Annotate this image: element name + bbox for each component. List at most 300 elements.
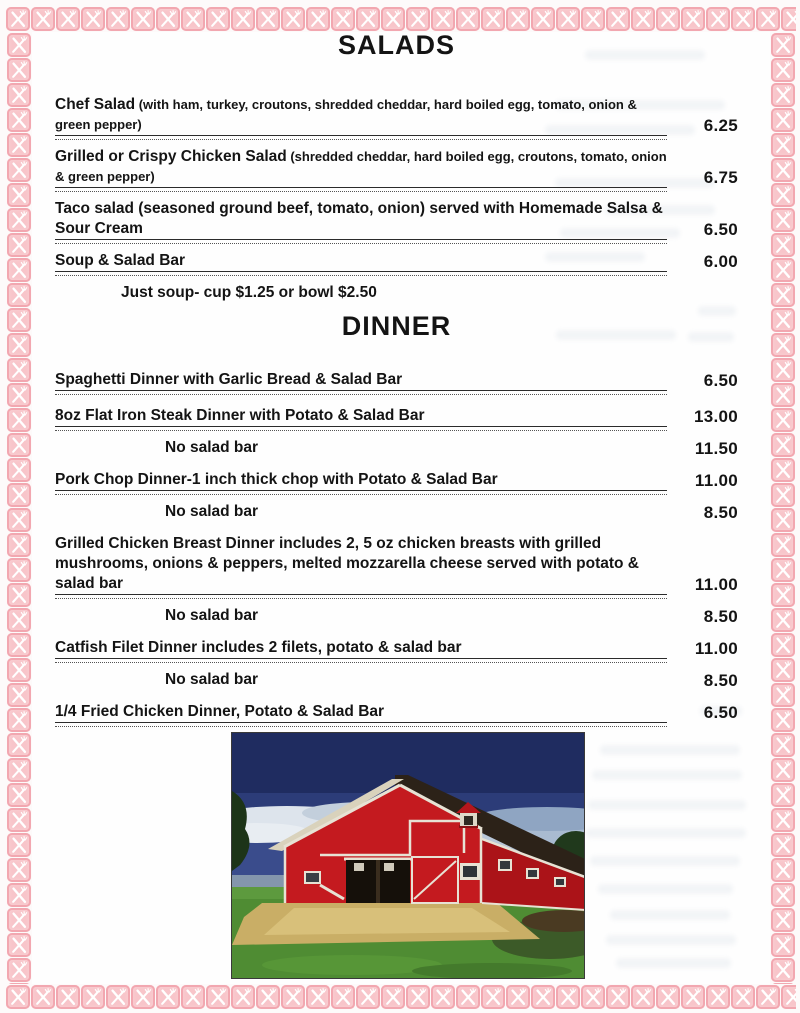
menu-subitem-no-salad-bar (55, 670, 738, 692)
menu-item-fried-chicken (55, 702, 738, 727)
fork-knife-border-tile (7, 983, 31, 984)
fork-knife-border-tile (771, 758, 795, 782)
crossed-fork-knife-icon (583, 987, 603, 1007)
fork-knife-border-tile (506, 985, 530, 1009)
subitem-label: No salad bar (165, 503, 259, 520)
item-name: Pork Chop Dinner-1 inch thick chop with Potato & Salad Bar (55, 471, 498, 488)
crossed-fork-knife-icon (773, 885, 793, 905)
item-price: 6.50 (703, 703, 738, 722)
fork-knife-border-tile (531, 985, 555, 1009)
fork-knife-border-tile (771, 933, 795, 957)
fork-knife-border-tile (771, 608, 795, 632)
fork-knife-border-tile (206, 985, 230, 1009)
fork-knife-border-tile (631, 7, 655, 31)
item-name: Catfish Filet Dinner includes 2 filets, potato & salad bar (55, 639, 462, 656)
fork-knife-border-tile (771, 133, 795, 157)
crossed-fork-knife-icon (9, 335, 29, 355)
fork-knife-border-tile (771, 783, 795, 807)
crossed-fork-knife-icon (758, 987, 778, 1007)
crossed-fork-knife-icon (773, 860, 793, 880)
crossed-fork-knife-icon (558, 9, 578, 29)
subitem-price: 11.50 (694, 439, 738, 458)
fork-knife-border-tile (771, 183, 795, 207)
crossed-fork-knife-icon (773, 660, 793, 680)
fork-knife-border-tile (771, 683, 795, 707)
crossed-fork-knife-icon (773, 910, 793, 930)
crossed-fork-knife-icon (433, 9, 453, 29)
crossed-fork-knife-icon (33, 987, 53, 1007)
fork-knife-border-tile (7, 458, 31, 482)
crossed-fork-knife-icon (258, 987, 278, 1007)
crossed-fork-knife-icon (708, 987, 728, 1007)
crossed-fork-knife-icon (733, 987, 753, 1007)
crossed-fork-knife-icon (773, 435, 793, 455)
item-name: Taco salad (seasoned ground beef, tomato, onion) served with Homemade Salsa & Sour Cream (55, 200, 663, 237)
fork-knife-border-tile (531, 7, 555, 31)
fork-knife-border-tile (771, 408, 795, 432)
fork-knife-border-tile (681, 7, 705, 31)
item-desc: (with ham, turkey, croutons, shredded cheddar, hard boiled egg, tomato, onion & green pepper) (55, 97, 637, 132)
crossed-fork-knife-icon (258, 9, 278, 29)
menu-item-flat-iron-steak (55, 406, 738, 431)
fork-knife-border-tile (231, 985, 255, 1009)
crossed-fork-knife-icon (358, 987, 378, 1007)
crossed-fork-knife-icon (9, 160, 29, 180)
crossed-fork-knife-icon (658, 9, 678, 29)
fork-knife-border-tile (181, 7, 205, 31)
crossed-fork-knife-icon (283, 987, 303, 1007)
menu-item-chicken-salad (55, 147, 738, 192)
crossed-fork-knife-icon (333, 9, 353, 29)
menu-subitem-no-salad-bar (55, 438, 738, 460)
fork-knife-border-tile (771, 708, 795, 732)
item-price: 6.75 (703, 168, 738, 187)
crossed-fork-knife-icon (683, 9, 703, 29)
crossed-fork-knife-icon (773, 185, 793, 205)
fork-knife-border-tile (356, 7, 380, 31)
fork-knife-border-tile (7, 333, 31, 357)
item-price: 6.00 (703, 252, 738, 271)
crossed-fork-knife-icon (9, 510, 29, 530)
fork-knife-border-tile (31, 985, 55, 1009)
fork-knife-border-tile (771, 58, 795, 82)
crossed-fork-knife-icon (9, 660, 29, 680)
crossed-fork-knife-icon (773, 835, 793, 855)
fork-knife-border-tile (7, 433, 31, 457)
fork-knife-border-tile (7, 133, 31, 157)
crossed-fork-knife-icon (658, 987, 678, 1007)
item-desc: (shredded cheddar, hard boiled egg, croutons, tomato, onion & green pepper) (55, 149, 667, 184)
crossed-fork-knife-icon (9, 610, 29, 630)
fork-knife-border-tile (431, 7, 455, 31)
crossed-fork-knife-icon (9, 560, 29, 580)
fork-knife-border-tile (7, 733, 31, 757)
fork-knife-border-tile (631, 985, 655, 1009)
crossed-fork-knife-icon (8, 987, 28, 1007)
crossed-fork-knife-icon (773, 160, 793, 180)
fork-knife-border-tile (381, 7, 405, 31)
crossed-fork-knife-icon (758, 9, 778, 29)
fork-knife-border-tile (131, 985, 155, 1009)
fork-knife-border-tile (771, 208, 795, 232)
crossed-fork-knife-icon (773, 610, 793, 630)
crossed-fork-knife-icon (773, 935, 793, 955)
item-price: 6.50 (703, 220, 738, 239)
crossed-fork-knife-icon (9, 960, 29, 980)
fork-knife-border-tile (581, 7, 605, 31)
fork-knife-border-tile (7, 933, 31, 957)
crossed-fork-knife-icon (683, 987, 703, 1007)
crossed-fork-knife-icon (9, 735, 29, 755)
fork-knife-border-tile (206, 7, 230, 31)
crossed-fork-knife-icon (9, 685, 29, 705)
crossed-fork-knife-icon (9, 585, 29, 605)
bleed-smudge (590, 856, 740, 866)
fork-knife-border-tile (356, 985, 380, 1009)
crossed-fork-knife-icon (333, 987, 353, 1007)
fork-knife-border-tile (7, 958, 31, 982)
menu-content (55, 30, 738, 734)
fork-knife-border-tile (7, 233, 31, 257)
menu-subitem-no-salad-bar (55, 502, 738, 524)
crossed-fork-knife-icon (9, 285, 29, 305)
fork-knife-border-tile (781, 985, 796, 1009)
bleed-smudge (606, 935, 736, 945)
fork-knife-border-tile (7, 33, 31, 57)
crossed-fork-knife-icon (9, 410, 29, 430)
crossed-fork-knife-icon (9, 110, 29, 130)
fork-knife-border-tile (281, 7, 305, 31)
fork-knife-border-tile (706, 7, 730, 31)
fork-knife-border-tile (771, 108, 795, 132)
fork-knife-border-tile (456, 985, 480, 1009)
fork-knife-border-tile (556, 7, 580, 31)
fork-knife-border-tile (771, 33, 795, 57)
crossed-fork-knife-icon (9, 185, 29, 205)
crossed-fork-knife-icon (9, 710, 29, 730)
fork-knife-border-tile (7, 758, 31, 782)
crossed-fork-knife-icon (233, 9, 253, 29)
crossed-fork-knife-icon (358, 9, 378, 29)
fork-knife-border-tile (6, 985, 30, 1009)
fork-knife-border-tile (771, 358, 795, 382)
crossed-fork-knife-icon (9, 60, 29, 80)
fork-knife-border-tile (7, 708, 31, 732)
section-title-salads: SALADS (337, 30, 455, 60)
fork-knife-border-tile (331, 7, 355, 31)
crossed-fork-knife-icon (783, 9, 796, 29)
fork-knife-border-tile (656, 7, 680, 31)
fork-knife-border-tile (771, 258, 795, 282)
fork-knife-border-tile (7, 558, 31, 582)
crossed-fork-knife-icon (773, 35, 793, 55)
item-name: 8oz Flat Iron Steak Dinner with Potato & Salad Bar (55, 407, 425, 424)
crossed-fork-knife-icon (9, 210, 29, 230)
crossed-fork-knife-icon (9, 835, 29, 855)
crossed-fork-knife-icon (533, 9, 553, 29)
fork-knife-border-tile (606, 7, 630, 31)
fork-knife-border-tile (7, 633, 31, 657)
crossed-fork-knife-icon (408, 9, 428, 29)
crossed-fork-knife-icon (773, 110, 793, 130)
crossed-fork-knife-icon (9, 885, 29, 905)
crossed-fork-knife-icon (773, 635, 793, 655)
crossed-fork-knife-icon (9, 310, 29, 330)
item-name: Spaghetti Dinner with Garlic Bread & Salad Bar (55, 371, 403, 388)
fork-knife-border-tile (106, 7, 130, 31)
fork-knife-border-tile (431, 985, 455, 1009)
fork-knife-border-tile (406, 7, 430, 31)
crossed-fork-knife-icon (483, 987, 503, 1007)
menu-item-chef-salad (55, 95, 738, 140)
crossed-fork-knife-icon (773, 760, 793, 780)
crossed-fork-knife-icon (183, 987, 203, 1007)
item-price: 11.00 (694, 575, 738, 594)
crossed-fork-knife-icon (133, 987, 153, 1007)
subitem-label: No salad bar (165, 671, 259, 688)
crossed-fork-knife-icon (558, 987, 578, 1007)
crossed-fork-knife-icon (773, 460, 793, 480)
bleed-smudge (610, 910, 730, 920)
crossed-fork-knife-icon (773, 410, 793, 430)
crossed-fork-knife-icon (633, 987, 653, 1007)
fork-knife-border-tile (771, 583, 795, 607)
item-name: 1/4 Fried Chicken Dinner, Potato & Salad Bar (55, 703, 385, 720)
crossed-fork-knife-icon (773, 60, 793, 80)
fork-knife-border-tile (7, 358, 31, 382)
fork-knife-border-tile (7, 908, 31, 932)
crossed-fork-knife-icon (633, 9, 653, 29)
crossed-fork-knife-icon (773, 235, 793, 255)
section-title-dinner: DINNER (341, 311, 452, 341)
crossed-fork-knife-icon (58, 9, 78, 29)
crossed-fork-knife-icon (9, 935, 29, 955)
crossed-fork-knife-icon (9, 535, 29, 555)
border-top (6, 7, 796, 32)
fork-knife-border-tile (606, 985, 630, 1009)
fork-knife-border-tile (7, 258, 31, 282)
border-left (7, 33, 32, 984)
fork-knife-border-tile (7, 158, 31, 182)
fork-knife-border-tile (481, 985, 505, 1009)
fork-knife-border-tile (7, 58, 31, 82)
crossed-fork-knife-icon (773, 85, 793, 105)
crossed-fork-knife-icon (9, 910, 29, 930)
crossed-fork-knife-icon (383, 9, 403, 29)
fork-knife-border-tile (56, 985, 80, 1009)
fork-knife-border-tile (771, 508, 795, 532)
item-name: Soup & Salad Bar (55, 252, 186, 269)
fork-knife-border-tile (771, 158, 795, 182)
fork-knife-border-tile (771, 333, 795, 357)
fork-knife-border-tile (731, 7, 755, 31)
crossed-fork-knife-icon (158, 987, 178, 1007)
fork-knife-border-tile (7, 383, 31, 407)
fork-knife-border-tile (771, 558, 795, 582)
crossed-fork-knife-icon (383, 987, 403, 1007)
fork-knife-border-tile (7, 783, 31, 807)
subitem-label: No salad bar (165, 607, 259, 624)
fork-knife-border-tile (581, 985, 605, 1009)
bleed-smudge (592, 770, 742, 780)
fork-knife-border-tile (771, 883, 795, 907)
fork-knife-border-tile (771, 983, 795, 984)
crossed-fork-knife-icon (183, 9, 203, 29)
fork-knife-border-tile (7, 108, 31, 132)
fork-knife-border-tile (7, 583, 31, 607)
fork-knife-border-tile (406, 985, 430, 1009)
soup-note: Just soup- cup $1.25 or bowl $2.50 (121, 284, 377, 301)
crossed-fork-knife-icon (708, 9, 728, 29)
fork-knife-border-tile (181, 985, 205, 1009)
crossed-fork-knife-icon (9, 260, 29, 280)
menu-item-spaghetti (55, 370, 738, 395)
fork-knife-border-tile (7, 408, 31, 432)
fork-knife-border-tile (7, 533, 31, 557)
fork-knife-border-tile (81, 985, 105, 1009)
fork-knife-border-tile (7, 858, 31, 882)
crossed-fork-knife-icon (9, 35, 29, 55)
crossed-fork-knife-icon (773, 485, 793, 505)
fork-knife-border-tile (481, 7, 505, 31)
crossed-fork-knife-icon (773, 260, 793, 280)
fork-knife-border-tile (6, 7, 30, 31)
menu-item-grilled-chicken-breast (55, 534, 738, 599)
crossed-fork-knife-icon (9, 435, 29, 455)
menu-item-catfish-filet (55, 638, 738, 663)
fork-knife-border-tile (7, 833, 31, 857)
crossed-fork-knife-icon (9, 485, 29, 505)
crossed-fork-knife-icon (773, 585, 793, 605)
border-right (771, 33, 796, 984)
fork-knife-border-tile (771, 383, 795, 407)
fork-knife-border-tile (81, 7, 105, 31)
crossed-fork-knife-icon (8, 9, 28, 29)
fork-knife-border-tile (7, 208, 31, 232)
fork-knife-border-tile (731, 985, 755, 1009)
fork-knife-border-tile (771, 283, 795, 307)
item-price: 11.00 (694, 639, 738, 658)
crossed-fork-knife-icon (9, 385, 29, 405)
crossed-fork-knife-icon (773, 285, 793, 305)
fork-knife-border-tile (706, 985, 730, 1009)
subitem-price: 8.50 (703, 607, 738, 626)
bleed-smudge (588, 800, 746, 810)
fork-knife-border-tile (7, 508, 31, 532)
menu-item-taco-salad (55, 199, 738, 244)
fork-knife-border-tile (771, 958, 795, 982)
crossed-fork-knife-icon (773, 360, 793, 380)
bleed-smudge (586, 828, 746, 838)
crossed-fork-knife-icon (483, 9, 503, 29)
crossed-fork-knife-icon (9, 810, 29, 830)
fork-knife-border-tile (771, 533, 795, 557)
fork-knife-border-tile (131, 7, 155, 31)
crossed-fork-knife-icon (9, 85, 29, 105)
crossed-fork-knife-icon (208, 9, 228, 29)
crossed-fork-knife-icon (773, 310, 793, 330)
fork-knife-border-tile (771, 808, 795, 832)
fork-knife-border-tile (781, 7, 796, 31)
crossed-fork-knife-icon (783, 987, 796, 1007)
fork-knife-border-tile (381, 985, 405, 1009)
crossed-fork-knife-icon (308, 987, 328, 1007)
fork-knife-border-tile (771, 308, 795, 332)
subitem-price: 8.50 (703, 671, 738, 690)
fork-knife-border-tile (7, 808, 31, 832)
menu-subitem-no-salad-bar (55, 606, 738, 628)
menu-item-pork-chop (55, 470, 738, 495)
crossed-fork-knife-icon (308, 9, 328, 29)
fork-knife-border-tile (771, 458, 795, 482)
bleed-smudge (600, 745, 740, 755)
fork-knife-border-tile (656, 985, 680, 1009)
fork-knife-border-tile (771, 483, 795, 507)
fork-knife-border-tile (156, 7, 180, 31)
fork-knife-border-tile (7, 658, 31, 682)
crossed-fork-knife-icon (108, 987, 128, 1007)
fork-knife-border-tile (506, 7, 530, 31)
crossed-fork-knife-icon (133, 9, 153, 29)
crossed-fork-knife-icon (608, 9, 628, 29)
fork-knife-border-tile (306, 985, 330, 1009)
crossed-fork-knife-icon (408, 987, 428, 1007)
crossed-fork-knife-icon (773, 210, 793, 230)
crossed-fork-knife-icon (108, 9, 128, 29)
fork-knife-border-tile (556, 985, 580, 1009)
bleed-smudge (616, 958, 731, 968)
item-price: 6.50 (703, 371, 738, 390)
fork-knife-border-tile (7, 483, 31, 507)
crossed-fork-knife-icon (9, 760, 29, 780)
crossed-fork-knife-icon (773, 535, 793, 555)
crossed-fork-knife-icon (9, 635, 29, 655)
fork-knife-border-tile (771, 733, 795, 757)
item-name: Chef Salad (55, 96, 136, 113)
fork-knife-border-tile (31, 7, 55, 31)
crossed-fork-knife-icon (773, 560, 793, 580)
crossed-fork-knife-icon (9, 360, 29, 380)
crossed-fork-knife-icon (733, 9, 753, 29)
fork-knife-border-tile (256, 985, 280, 1009)
crossed-fork-knife-icon (608, 987, 628, 1007)
subitem-label: No salad bar (165, 439, 259, 456)
fork-knife-border-tile (7, 308, 31, 332)
item-price: 11.00 (694, 471, 738, 490)
crossed-fork-knife-icon (9, 135, 29, 155)
crossed-fork-knife-icon (158, 9, 178, 29)
crossed-fork-knife-icon (773, 960, 793, 980)
crossed-fork-knife-icon (773, 135, 793, 155)
fork-knife-border-tile (771, 433, 795, 457)
item-price: 13.00 (693, 407, 738, 426)
fork-knife-border-tile (7, 83, 31, 107)
fork-knife-border-tile (7, 183, 31, 207)
crossed-fork-knife-icon (33, 9, 53, 29)
fork-knife-border-tile (256, 7, 280, 31)
fork-knife-border-tile (771, 658, 795, 682)
fork-knife-border-tile (771, 633, 795, 657)
crossed-fork-knife-icon (208, 987, 228, 1007)
crossed-fork-knife-icon (533, 987, 553, 1007)
bleed-smudge (598, 884, 733, 894)
fork-knife-border-tile (771, 908, 795, 932)
item-name: Grilled Chicken Breast Dinner includes 2, 5 oz chicken breasts with grilled mushrooms, onions & peppers, melted mozzarella cheese served with potato & salad bar (55, 535, 639, 592)
fork-knife-border-tile (756, 7, 780, 31)
crossed-fork-knife-icon (773, 785, 793, 805)
fork-knife-border-tile (306, 7, 330, 31)
fork-knife-border-tile (7, 283, 31, 307)
